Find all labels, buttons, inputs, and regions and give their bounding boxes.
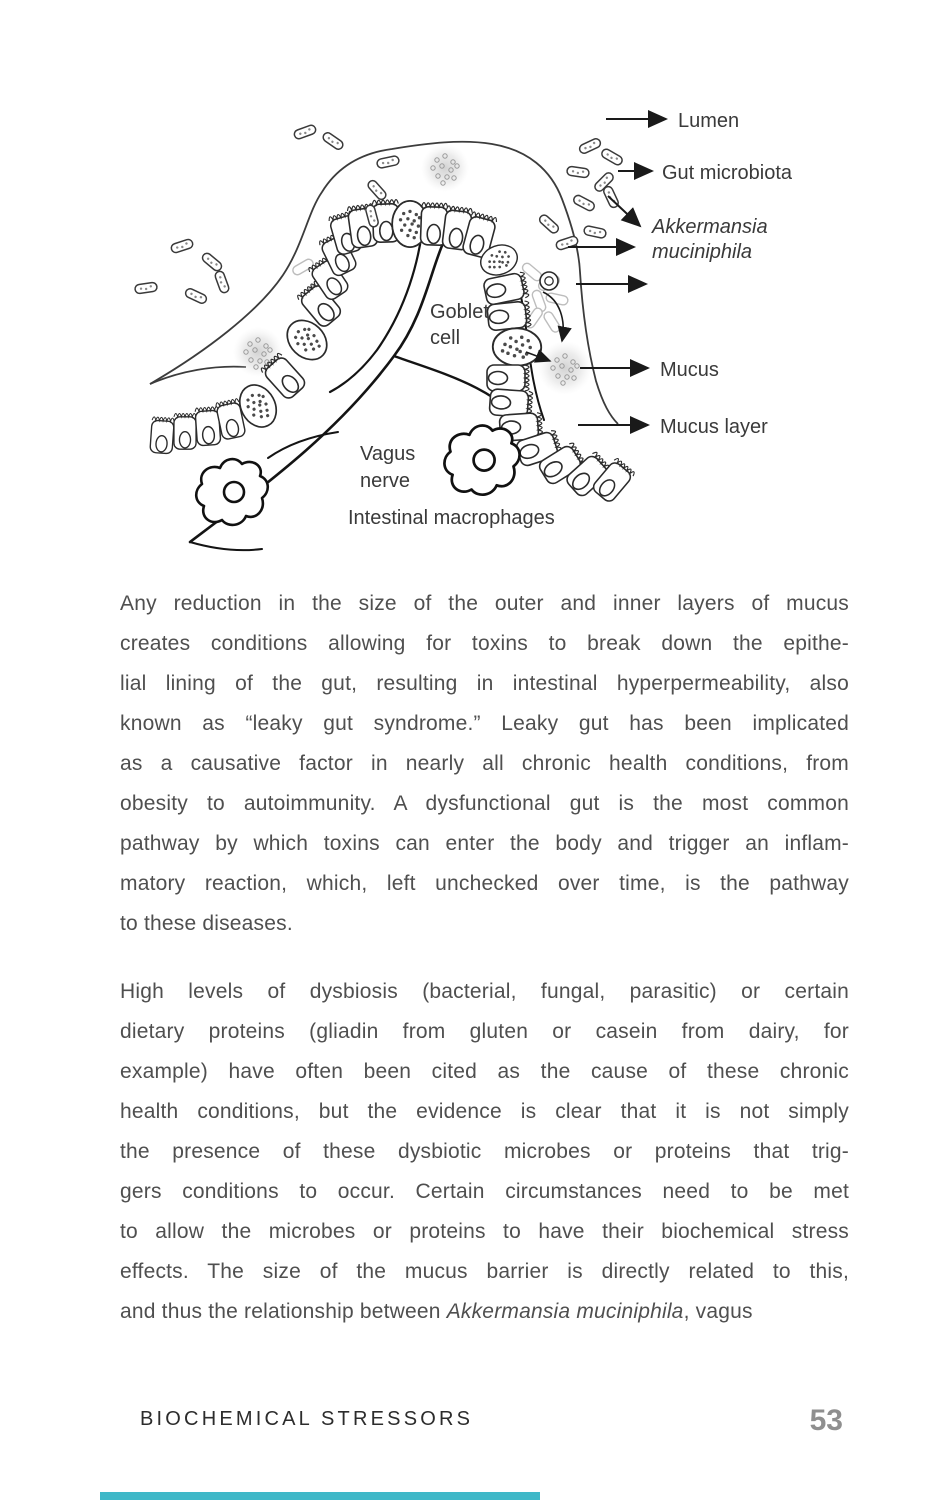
label-akkermansia-2: muciniphila bbox=[652, 241, 753, 263]
running-title: BIOCHEMICAL STRESSORS bbox=[140, 1408, 474, 1430]
paragraph-2-last-line bbox=[120, 1292, 849, 1332]
paragraph-1 bbox=[120, 584, 849, 944]
label-goblet-2: cell bbox=[430, 327, 461, 349]
label-intestinal-macrophages: Intestinal macrophages bbox=[348, 507, 555, 529]
label-goblet-1: Goblet bbox=[430, 301, 489, 323]
label-gut-microbiota: Gut microbiota bbox=[662, 162, 793, 184]
label-vagus-1: Vagus bbox=[360, 443, 416, 465]
text-line: Any reduction in the size of the outer and inner layers of mucus bbox=[120, 592, 849, 615]
text-line: effects. The size of the mucus barrier is directly related to this, bbox=[120, 1260, 849, 1283]
text-run: and thus the relationship between bbox=[120, 1300, 447, 1323]
text-line: to allow the microbes or proteins to have their biochemical stress bbox=[120, 1220, 849, 1243]
text-run: , vagus bbox=[683, 1300, 753, 1323]
text-line: as a causative factor in nearly all chronic health conditions, from bbox=[120, 752, 849, 775]
text-line: gers conditions to occur. Certain circumstances need to be met bbox=[120, 1180, 849, 1203]
body-text bbox=[120, 584, 849, 1332]
text-line: High levels of dysbiosis (bacterial, fungal, parasitic) or certain bbox=[120, 980, 849, 1003]
text-line: obesity to autoimmunity. A dysfunctional gut is the most common bbox=[120, 792, 849, 815]
label-akkermansia-1: Akkermansia bbox=[652, 216, 768, 238]
text-line: creates conditions allowing for toxins to break down the epithe- bbox=[120, 632, 849, 655]
label-mucus: Mucus bbox=[660, 359, 719, 381]
paragraph-2 bbox=[120, 972, 849, 1292]
page-number: 53 bbox=[809, 1404, 843, 1437]
label-lumen: Lumen bbox=[678, 110, 740, 132]
gut-diagram-illustration bbox=[0, 0, 938, 560]
label-mucus-layer: Mucus layer bbox=[660, 416, 768, 438]
species-name-italic: Akkermansia muciniphila bbox=[446, 1300, 684, 1323]
label-vagus-2: nerve bbox=[360, 470, 411, 492]
text-line: the presence of these dysbiotic microbes or proteins that trig- bbox=[120, 1140, 849, 1163]
progress-bar bbox=[100, 1492, 540, 1500]
text-line: to these diseases. bbox=[120, 912, 293, 935]
text-line: matory reaction, which, left unchecked over time, is the pathway bbox=[120, 872, 849, 895]
text-line: known as “leaky gut syndrome.” Leaky gut has been implicated bbox=[120, 712, 849, 735]
text-line: pathway by which toxins can enter the body and trigger an inflam- bbox=[120, 832, 849, 855]
text-line: health conditions, but the evidence is clear that it is not simply bbox=[120, 1100, 849, 1123]
text-line: example) have often been cited as the cause of these chronic bbox=[120, 1060, 849, 1083]
text-line: lial lining of the gut, resulting in intestinal hyperpermeability, also bbox=[120, 672, 849, 695]
text-line: dietary proteins (gliadin from gluten or casein from dairy, for bbox=[120, 1020, 849, 1043]
